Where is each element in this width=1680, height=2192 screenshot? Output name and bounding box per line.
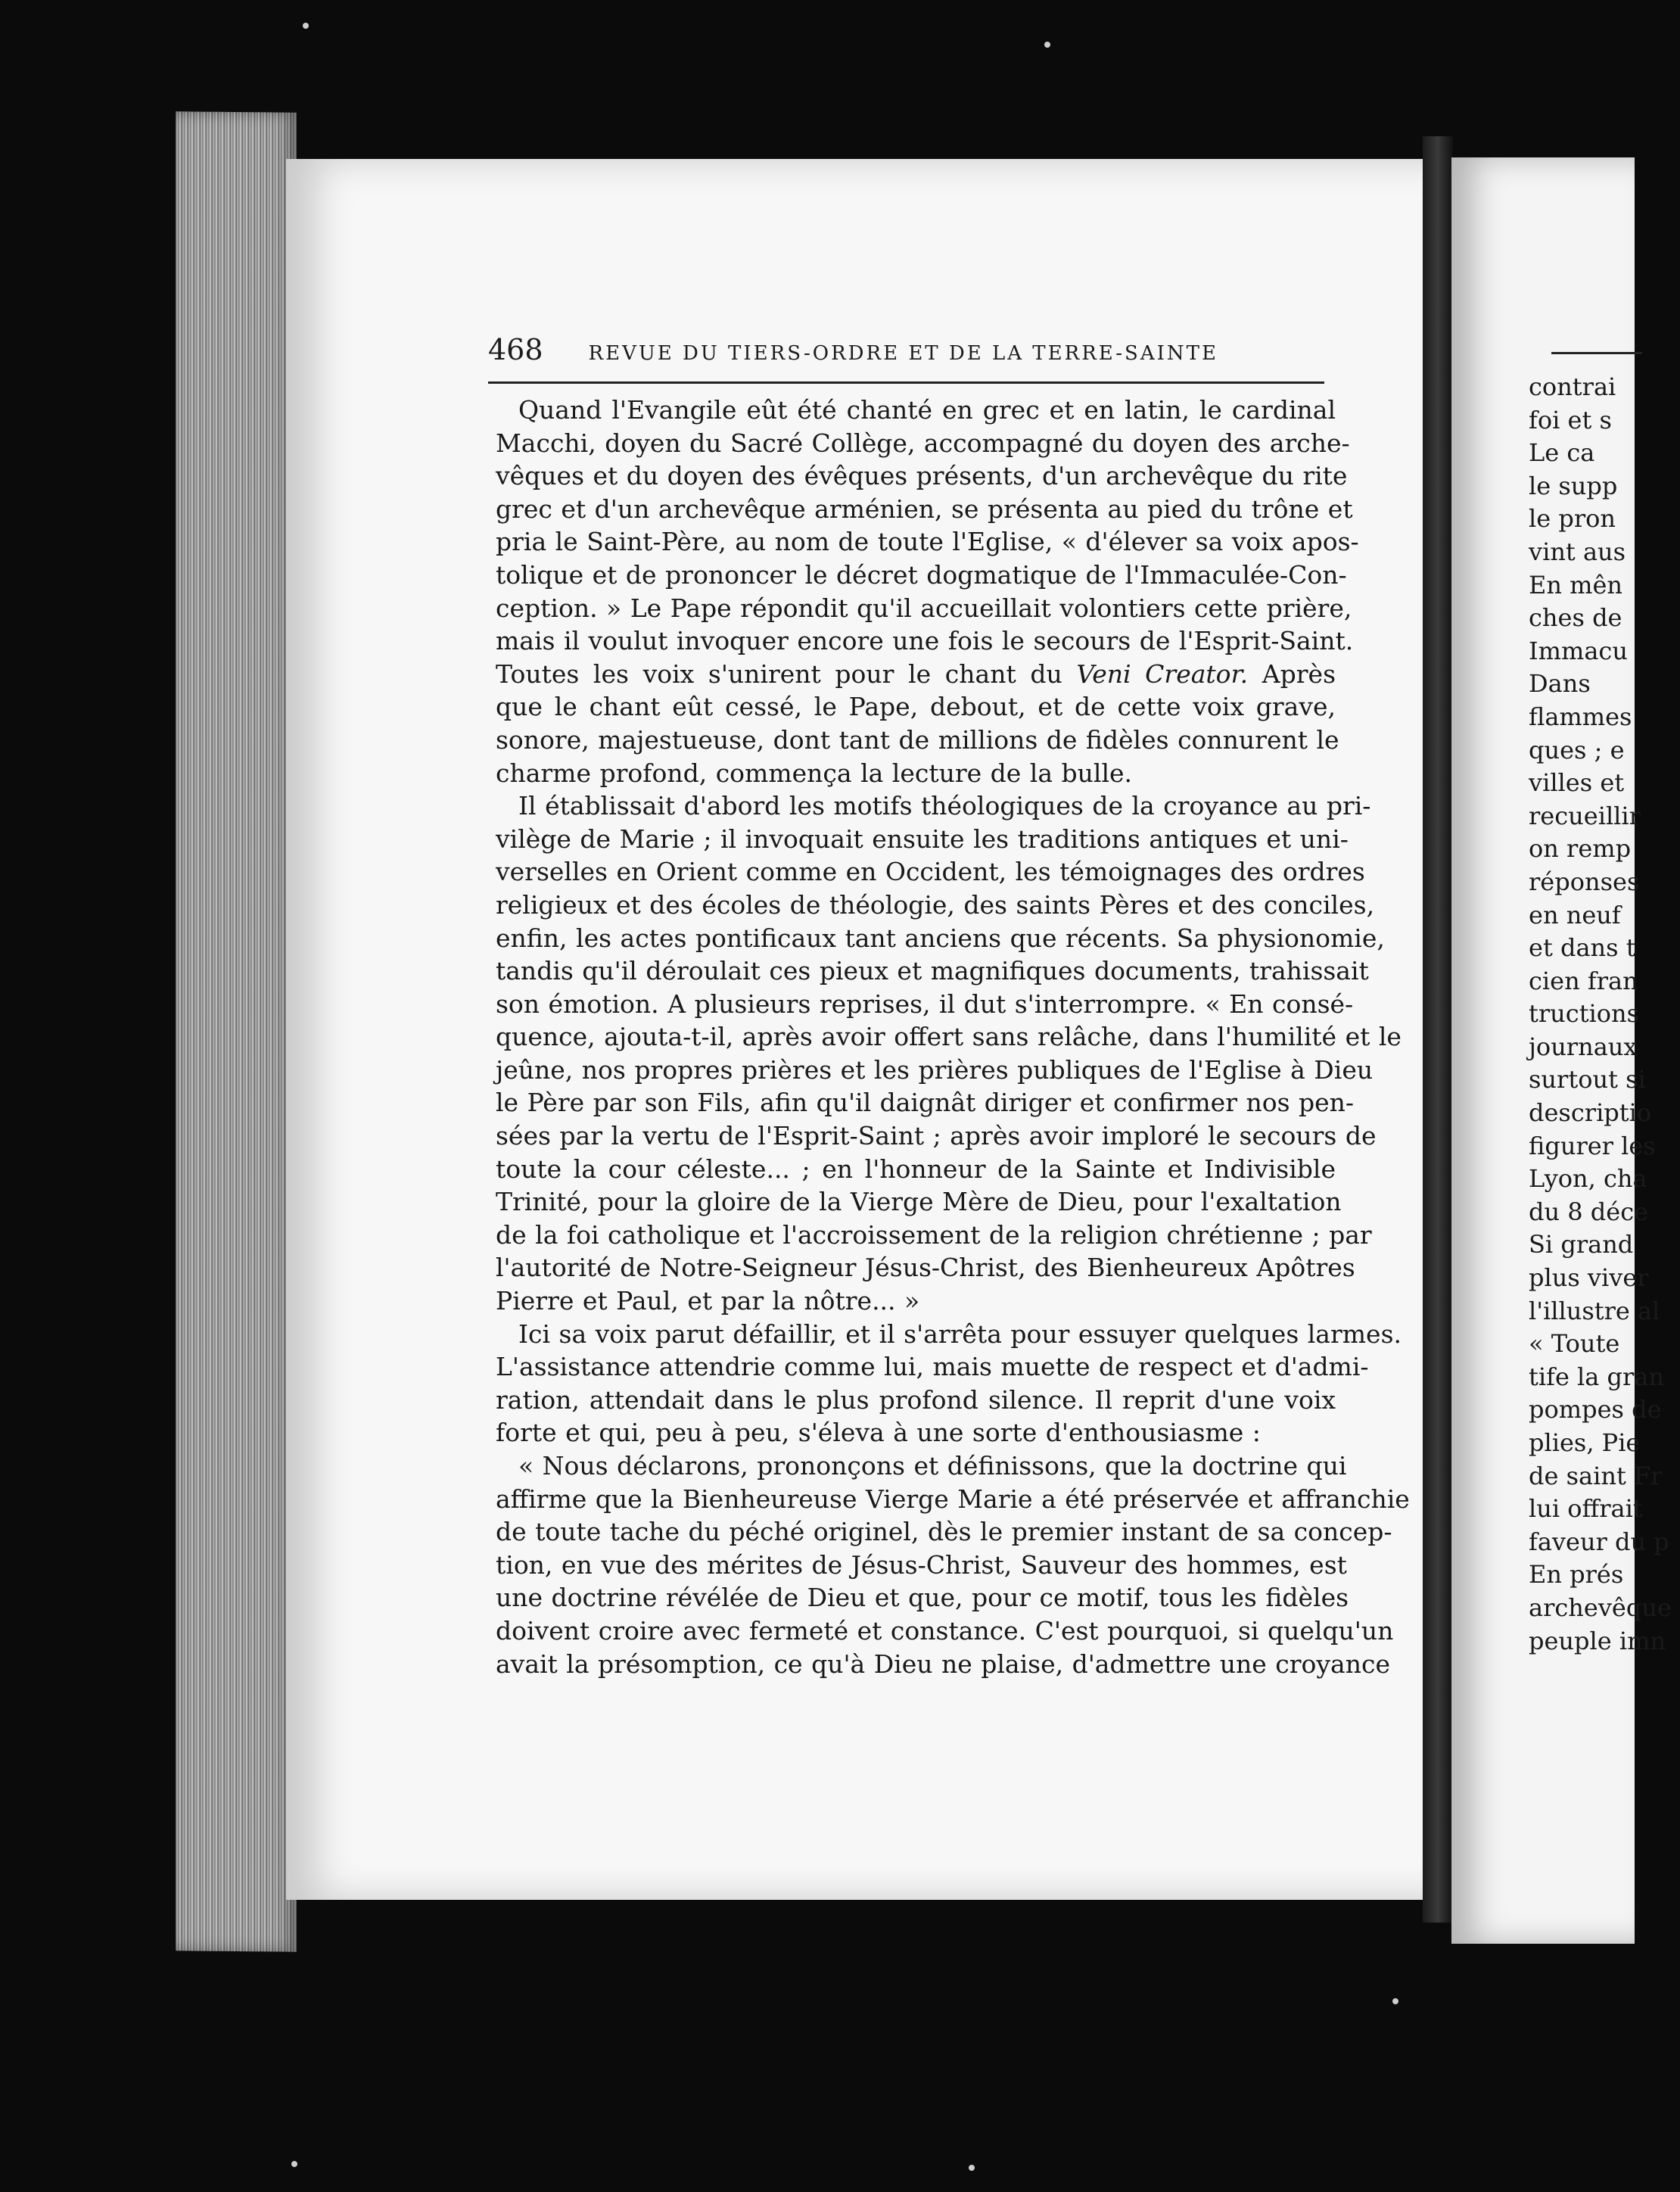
text-line: l'autorité de Notre-Seigneur Jésus-Christ, des Bienheureux Apôtres (496, 1253, 1355, 1283)
right-text-line: Immacu (1529, 636, 1628, 665)
veni-creator-title: Veni Creator. (1076, 659, 1249, 689)
text-line: L'assistance attendrie comme lui, mais muette de respect et d'admi- (496, 1352, 1369, 1382)
right-header-rule (1551, 352, 1642, 354)
right-text-line: Si grand (1529, 1230, 1634, 1259)
right-text-line: l'illustre al (1529, 1296, 1660, 1325)
text-line: ration, attendait dans le plus profond silence. Il reprit d'une voix (496, 1384, 1336, 1415)
running-head (488, 333, 1321, 366)
right-text-line: foi et s (1529, 405, 1612, 434)
right-text-line: archevêque (1529, 1593, 1672, 1622)
right-text-line: on remp (1529, 834, 1632, 864)
text-line: de toute tache du péché originel, dès le premier instant de sa concep- (496, 1517, 1392, 1547)
text-line: tandis qu'il déroulait ces pieux et magnifiques documents, trahissait (496, 956, 1369, 986)
text-line: vêques et du doyen des évêques présents, d'un archevêque du rite (496, 461, 1348, 491)
text-line: Quand l'Evangile eût été chanté en grec et en latin, le cardinal (518, 395, 1336, 425)
right-text-line: le supp (1529, 471, 1618, 500)
right-text-line: vint aus (1529, 537, 1626, 566)
right-text-line: En mên (1529, 570, 1623, 599)
right-text-line: surtout si (1529, 1065, 1646, 1094)
right-text-line: de saint Fr (1529, 1461, 1663, 1490)
text-line: doivent croire avec fermeté et constance. C'est pourquoi, si quelqu'un (496, 1615, 1394, 1646)
text-line: Trinité, pour la gloire de la Vierge Mère de Dieu, pour l'exaltation (496, 1187, 1342, 1217)
text-line: affirme que la Bienheureuse Vierge Marie a été préservée et affranchie (496, 1484, 1410, 1514)
right-text-line: descriptio (1529, 1098, 1652, 1128)
right-text-line: ques ; e (1529, 735, 1625, 764)
dust-speck (291, 2161, 297, 2167)
right-text-line: tructions (1529, 999, 1640, 1029)
right-text-line: du 8 déce (1529, 1197, 1649, 1226)
text-line: sées par la vertu de l'Esprit-Saint ; après avoir imploré le secours de (496, 1121, 1377, 1151)
text-line: Pierre et Paul, et par la nôtre... » (496, 1286, 920, 1316)
text-line: Il établissait d'abord les motifs théologiques de la croyance au pri- (518, 791, 1371, 821)
dust-speck (969, 2165, 975, 2171)
dust-speck (1044, 42, 1050, 48)
right-text-line: En prés (1529, 1560, 1624, 1590)
book-page-edges (176, 111, 297, 1951)
text-line: « Nous déclarons, prononçons et définissons, que la doctrine qui (518, 1451, 1347, 1481)
running-title: REVUE DU TIERS-ORDRE ET DE LA TERRE-SAINTE (588, 342, 1218, 365)
right-text-line: contrai (1529, 372, 1616, 401)
right-text-line: Dans (1529, 669, 1591, 699)
body-text (496, 394, 1410, 1680)
right-text-line: ches de (1529, 603, 1622, 633)
dust-speck (1392, 1998, 1398, 2004)
right-text-line: villes et (1529, 768, 1625, 798)
right-text-line: Lyon, cha (1529, 1164, 1647, 1194)
text-line-segment: Toutes les voix s'unirent pour le chant du (496, 659, 1077, 689)
text-line: avait la présomption, ce qu'à Dieu ne plaise, d'admettre une croyance (496, 1649, 1390, 1679)
right-text-line: et dans t (1529, 933, 1636, 963)
right-text-line: faveur du p (1529, 1527, 1669, 1556)
page-number: 468 (488, 333, 543, 366)
text-line: Ici sa voix parut défaillir, et il s'arrêta pour essuyer quelques larmes. (518, 1319, 1402, 1349)
text-line: grec et d'un archevêque arménien, se présenta au pied du trône et (496, 494, 1353, 524)
book-gutter (1423, 136, 1453, 1923)
text-line: tion, en vue des mérites de Jésus-Christ, Sauveur des hommes, est (496, 1549, 1347, 1580)
right-text-line: lui offrait (1529, 1494, 1643, 1524)
text-line: que le chant eût cessé, le Pape, debout, et de cette voix grave, (496, 692, 1336, 722)
text-line: verselles en Orient comme en Occident, les témoignages des ordres (496, 857, 1365, 887)
right-text-line: pompes de (1529, 1395, 1662, 1424)
text-line: religieux et des écoles de théologie, des saints Pères et des conciles, (496, 889, 1375, 920)
right-text-line: tife la gran (1529, 1362, 1664, 1391)
text-line: ception. » Le Pape répondit qu'il accueillait volontiers cette prière, (496, 593, 1352, 623)
dust-speck (303, 23, 309, 29)
text-line-segment: Après (1248, 659, 1336, 689)
right-text-line: peuple imn (1529, 1626, 1666, 1655)
text-line: quence, ajouta-t-il, après avoir offert sans relâche, dans l'humilité et le (496, 1022, 1402, 1052)
right-text-line: flammes (1529, 702, 1632, 731)
text-line: charme profond, commença la lecture de la bulle. (496, 758, 1133, 788)
text-line: son émotion. A plusieurs reprises, il dut s'interrompre. « En consé- (496, 989, 1354, 1019)
header-rule (488, 381, 1324, 384)
right-text-line: recueillir (1529, 801, 1641, 830)
right-text-line: en neuf (1529, 900, 1621, 929)
text-line (496, 658, 1336, 691)
text-line: sonore, majestueuse, dont tant de millions de fidèles connurent le (496, 724, 1339, 755)
right-text-line: Le ca (1529, 438, 1595, 468)
text-line: pria le Saint-Père, au nom de toute l'Eglise, « d'élever sa voix apos- (496, 527, 1359, 557)
text-line: de la foi catholique et l'accroissement de la religion chrétienne ; par (496, 1219, 1372, 1250)
text-line: enfin, les actes pontificaux tant anciens que récents. Sa physionomie, (496, 923, 1385, 953)
right-text-line: « Toute (1529, 1329, 1620, 1359)
text-line: forte et qui, peu à peu, s'éleva à une sorte d'enthousiasme : (496, 1418, 1261, 1448)
right-text-line: plies, Pie (1529, 1428, 1641, 1457)
right-text-line: journaux (1529, 1032, 1638, 1061)
right-text-line: réponses (1529, 867, 1640, 896)
right-page-text (1529, 371, 1680, 1658)
right-text-line: cien fran (1529, 966, 1638, 995)
text-line: le Père par son Fils, afin qu'il daignât diriger et confirmer nos pen- (496, 1088, 1355, 1118)
text-line: Macchi, doyen du Sacré Collège, accompagné du doyen des arche- (496, 428, 1350, 458)
right-text-line: le pron (1529, 504, 1616, 534)
text-line: vilège de Marie ; il invoquait ensuite les traditions antiques et uni- (496, 824, 1349, 854)
text-line: tolique et de prononcer le décret dogmatique de l'Immaculée-Con- (496, 559, 1347, 590)
text-line: jeûne, nos propres prières et les prières publiques de l'Eglise à Dieu (496, 1054, 1374, 1085)
right-text-line: plus viver (1529, 1263, 1649, 1293)
text-line: une doctrine révélée de Dieu et que, pour ce motif, tous les fidèles (496, 1583, 1349, 1613)
right-text-line: figurer les (1529, 1131, 1656, 1160)
text-line: toute la cour céleste... ; en l'honneur de la Sainte et Indivisible (496, 1154, 1336, 1184)
text-line: mais il voulut invoquer encore une fois le secours de l'Esprit-Saint. (496, 626, 1354, 656)
